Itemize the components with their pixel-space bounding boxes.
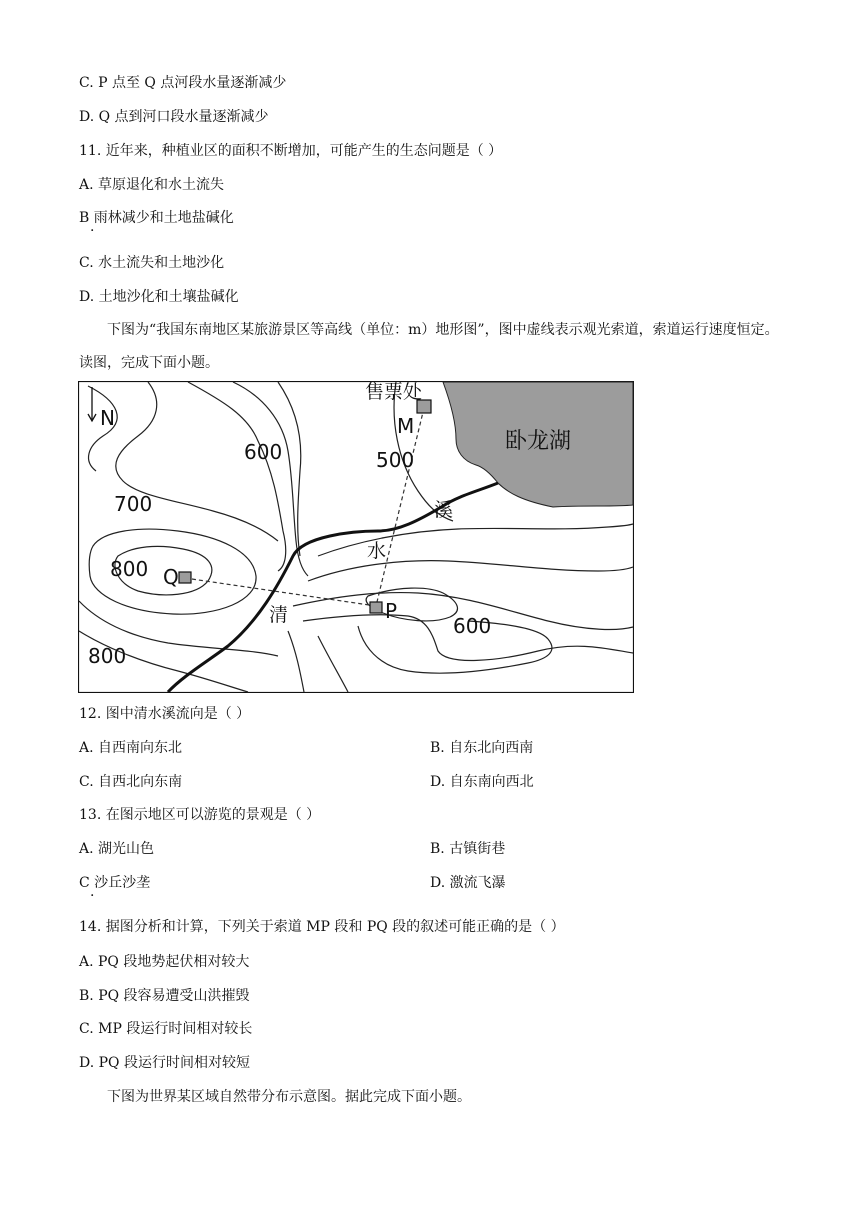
stray-dot: · [90,888,95,904]
q13-option-b: B. 古镇街巷 [430,841,506,857]
point-q-label: Q [163,565,179,589]
stray-dot: · [90,223,95,239]
contour-label-500: 500 [376,448,415,472]
q14-option-d: D. PQ 段运行时间相对较短 [79,1055,250,1071]
q14-stem: 14. 据图分析和计算，下列关于索道 MP 段和 PQ 段的叙述可能正确的是（ ） [79,919,565,935]
contour-label-800-summit: 800 [110,557,149,581]
q13-option-d: D. 激流飞瀑 [430,875,506,891]
q12-option-b: B. 自东北向西南 [430,740,534,756]
ticket-office-label: 售票处 [365,381,423,403]
q11-option-c: C. 水土流失和土地沙化 [79,255,225,271]
contour-label-700: 700 [114,492,153,516]
q14-option-a: A. PQ 段地势起伏相对较大 [79,954,250,970]
q12-option-d: D. 自东南向西北 [430,774,534,790]
contour-map [78,381,634,693]
q11-stem: 11. 近年来，种植业区的面积不断增加，可能产生的生态问题是（ ） [79,143,503,159]
q13-option-a: A. 湖光山色 [79,841,155,857]
river-char-xi: 溪 [434,499,454,521]
lake-label: 卧龙湖 [505,429,572,454]
map-intro-paragraph: 下图为“我国东南地区某旅游景区等高线（单位：m）地形图”，图中虚线表示观光索道，索道运行速度恒定。读图，完成下面小题。 [79,322,779,371]
q13-stem: 13. 在图示地区可以游览的景观是（ ） [79,807,321,823]
contour-label-600-upper: 600 [244,440,283,464]
q13-option-c: C 沙丘沙垄 [79,875,151,891]
q14-option-b: B. PQ 段容易遭受山洪摧毁 [79,988,250,1004]
contour-label-600-lower: 600 [453,614,492,638]
q10-option-c: C. P 点至 Q 点河段水量逐渐减少 [79,75,287,91]
station-q [179,572,191,583]
q12-option-c: C. 自西北向东南 [79,774,183,790]
q11-option-a: A. 草原退化和水土流失 [79,177,225,193]
q10-option-d: D. Q 点到河口段水量逐渐减少 [79,109,269,125]
q11-option-d: D. 土地沙化和土壤盐碱化 [79,289,239,305]
station-p [370,602,382,613]
river-char-qing: 清 [269,604,289,626]
point-m-label: M [397,414,415,438]
river-char-shui: 水 [367,540,387,562]
contour-label-800-lower: 800 [88,644,127,668]
next-figure-intro: 下图为世界某区域自然带分布示意图。据此完成下面小题。 [107,1089,471,1105]
q12-stem: 12. 图中清水溪流向是（ ） [79,706,251,722]
north-label: N [100,406,115,430]
q12-option-a: A. 自西南向东北 [79,740,183,756]
point-p-label: P [385,599,398,623]
q14-option-c: C. MP 段运行时间相对较长 [79,1021,253,1037]
q11-option-b: B 雨林减少和土地盐碱化 [79,210,234,226]
